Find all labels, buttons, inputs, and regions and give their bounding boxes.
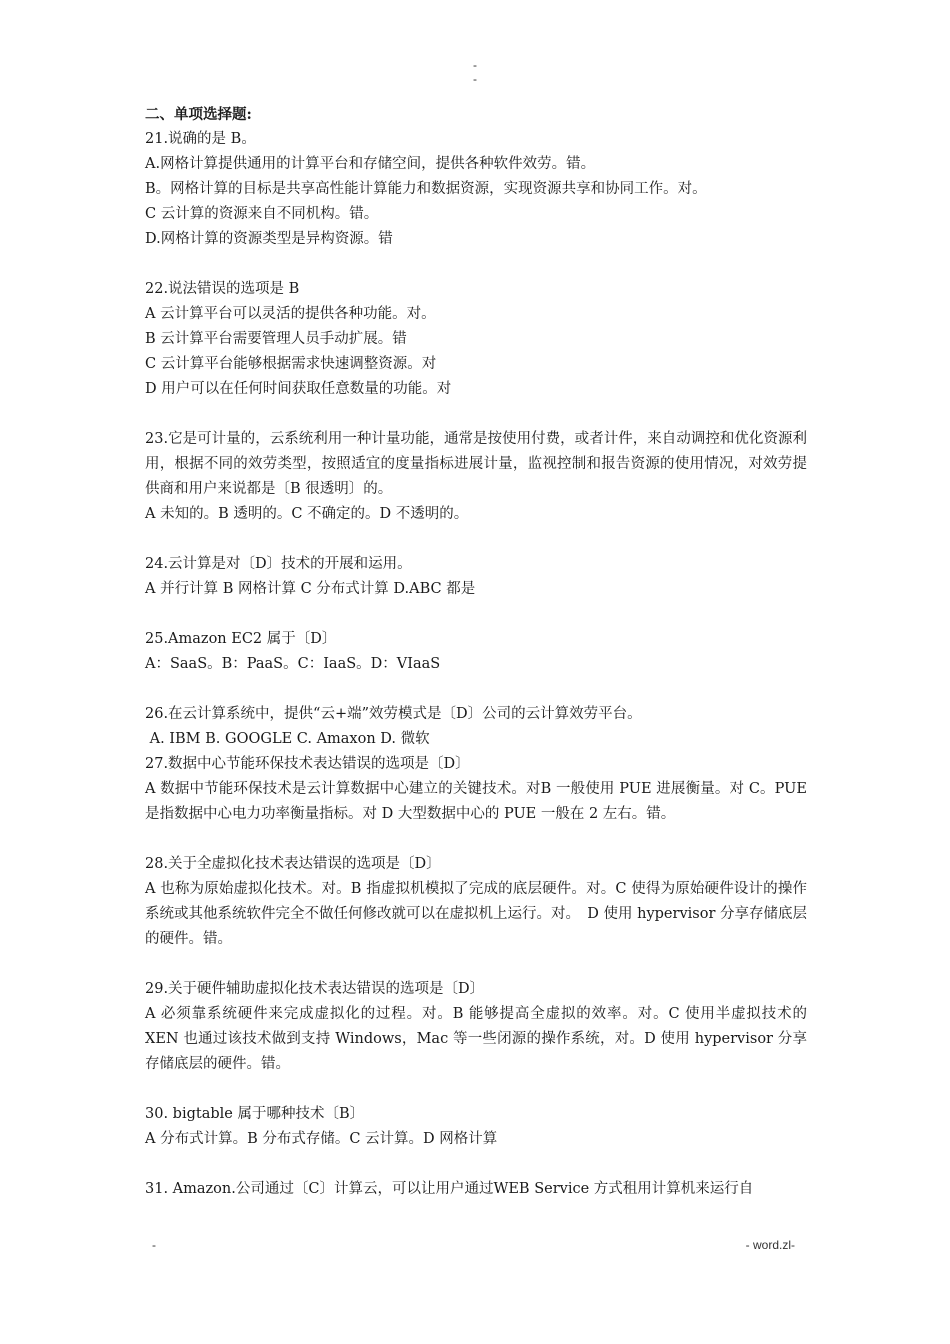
- question-option: C 云计算平台能够根据需求快速调整资源。对: [145, 356, 437, 372]
- question-title: 22.说法错误的选项是 B: [145, 281, 300, 297]
- question-title: 27.数据中心节能环保技术表达错误的选项是〔D〕: [145, 756, 470, 772]
- question-title: 23.它是可计量的，云系统利用一种计量功能，通常是按使用付费，或者计件，来自动调控和优化资源利用，根据不同的效劳类型，按照适宜的度量指标进展计量，监视控制和报告资源的使用情况，对效劳提供商和用户来说都是〔B 很透明〕的。: [145, 431, 807, 497]
- question-option: C 云计算的资源来自不同机构。错。: [145, 206, 379, 222]
- question-title: 21.说确的是 B。: [145, 131, 256, 147]
- question-option: B。网格计算的目标是共享高性能计算能力和数据资源，实现资源共享和协同工作。对。: [145, 181, 707, 197]
- question-title: 31. Amazon.公司通过〔C〕计算云，可以让用户通过WEB Service 方式租用计算机来运行自: [145, 1181, 754, 1197]
- question-body: A 必须靠系统硬件来完成虚拟化的过程。对。B 能够提高全虚拟的效率。对。C 使用半虚拟技术的 XEN 也通过该技术做到支持 Windows，Mac 等一些闭源的操作系统，对。D 使用 hypervisor 分享存储底层的硬件。错。: [145, 1006, 807, 1072]
- question-option: A.网格计算提供通用的计算平台和存储空间，提供各种软件效劳。错。: [145, 156, 596, 172]
- question-option: D.网格计算的资源类型是异构资源。错: [145, 231, 393, 247]
- section-title: 二、单项选择题:: [145, 106, 252, 123]
- question-options: A 未知的。B 透明的。C 不确定的。D 不透明的。: [145, 506, 469, 522]
- question-body: A 数据中节能环保技术是云计算数据中心建立的关键技术。对B 一般使用 PUE 进展衡量。对 C。PUE 是指数据中心电力功率衡量指标。对 D 大型数据中心的 PUE 一般在 2 左右。错。: [145, 781, 807, 822]
- question-options: A 并行计算 B 网格计算 C 分布式计算 D.ABC 都是: [145, 581, 476, 597]
- question-title: 24.云计算是对〔D〕技术的开展和运用。: [145, 556, 412, 572]
- question-options: A：SaaS。B：PaaS。C：IaaS。D：VIaaS: [145, 656, 441, 672]
- question-title: 29.关于硬件辅助虚拟化技术表达错误的选项是〔D〕: [145, 981, 485, 997]
- question-options: A. IBM B. GOOGLE C. Amaxon D. 微软: [145, 731, 430, 747]
- question-title: 30. bigtable 属于哪种技术〔B〕: [145, 1106, 365, 1122]
- question-option: D 用户可以在任何时间获取任意数量的功能。对: [145, 381, 452, 397]
- header-mark: -: [473, 72, 477, 86]
- header-mark: -: [473, 58, 477, 72]
- question-title: 28.关于全虚拟化技术表达错误的选项是〔D〕: [145, 856, 441, 872]
- question-options: A 分布式计算。B 分布式存储。C 云计算。D 网格计算: [145, 1131, 498, 1147]
- footer-left-mark: -: [152, 1238, 156, 1252]
- question-body: A 也称为原始虚拟化技术。对。B 指虚拟机模拟了完成的底层硬件。对。C 使得为原始硬件设计的操作系统或其他系统软件完全不做任何修改就可以在虚拟机上运行。对。 D 使用 hypervisor 分享存储底层的硬件。错。: [145, 881, 807, 947]
- document-body: [145, 102, 807, 1202]
- question-option: A 云计算平台可以灵活的提供各种功能。对。: [145, 306, 436, 322]
- footer-source: - word.zl-: [745, 1238, 795, 1252]
- question-option: B 云计算平台需要管理人员手动扩展。错: [145, 331, 407, 347]
- question-title: 25.Amazon EC2 属于〔D〕: [145, 631, 337, 647]
- question-title: 26.在云计算系统中，提供“云+端”效劳模式是〔D〕公司的云计算效劳平台。: [145, 706, 642, 722]
